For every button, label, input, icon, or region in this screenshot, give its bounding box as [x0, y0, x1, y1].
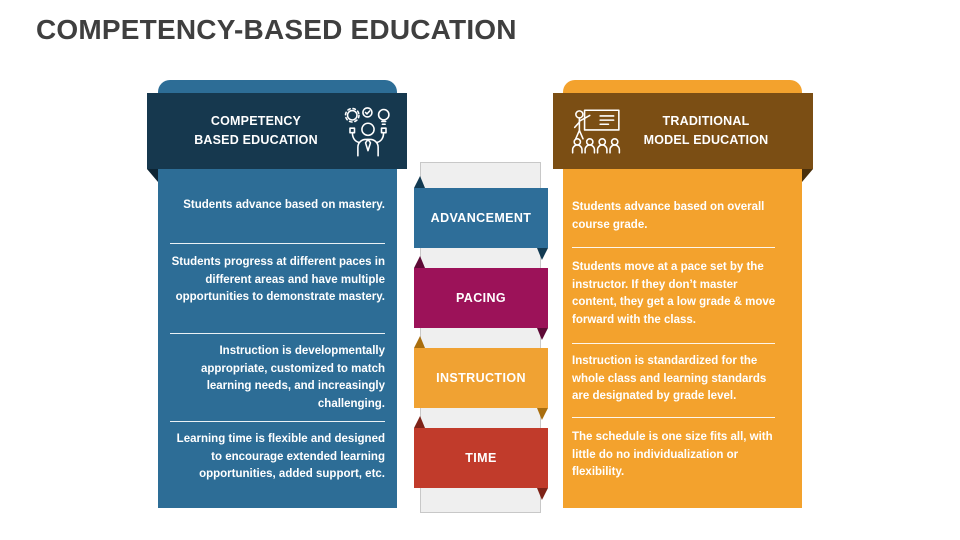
cbe-header-title	[171, 112, 341, 151]
traditional-time-text: The schedule is one size fits all, with little do no individualization or flexibility.	[572, 431, 773, 478]
ribbon-pacing	[414, 268, 548, 328]
ribbon-instruction	[414, 348, 548, 408]
ribbon-time-label: TIME	[465, 451, 497, 465]
divider	[572, 247, 775, 248]
cbe-header-fold	[147, 169, 158, 182]
cbe-header-line1: COMPETENCY	[210, 113, 302, 128]
cbe-pacing-text: Students progress at different paces in different areas and have multiple opportunities to demonstrate mastery.	[171, 256, 385, 303]
traditional-header-title	[623, 112, 789, 151]
divider	[170, 333, 385, 334]
divider	[572, 343, 775, 344]
traditional-pacing-text: Students move at a pace set by the instructor. If they don’t master content, they get a low grade & move forward with the class.	[572, 261, 776, 326]
ribbon-time	[414, 428, 548, 488]
divider	[572, 417, 775, 418]
divider	[170, 421, 385, 422]
cbe-header-line2: BASED EDUCATION	[194, 133, 318, 147]
traditional-header-fold	[802, 169, 813, 182]
ribbon-instruction-label: INSTRUCTION	[436, 371, 526, 385]
cbe-instruction-text: Instruction is developmentally appropriate, customized to match learning needs, and increasingly challenging.	[200, 345, 385, 410]
teacher-classroom-icon	[569, 104, 623, 158]
traditional-header-line1: TRADITIONAL	[662, 113, 750, 128]
cbe-time-text: Learning time is flexible and designed to encourage extended learning opportunities, added support, etc.	[176, 433, 385, 480]
traditional-instruction-text: Instruction is standardized for the whole class and learning standards are designated by grade level.	[572, 355, 767, 402]
traditional-header-banner	[553, 93, 813, 169]
person-ideas-icon	[341, 104, 395, 158]
traditional-header-line2: MODEL EDUCATION	[643, 133, 769, 147]
slide-title: COMPETENCY-BASED EDUCATION	[36, 14, 517, 45]
ribbon-advancement	[414, 188, 548, 248]
traditional-advancement-text: Students advance based on overall course grade.	[572, 201, 765, 231]
ribbon-advancement-label: ADVANCEMENT	[430, 211, 532, 225]
cbe-advancement-text: Students advance based on mastery.	[183, 199, 385, 211]
cbe-header-banner	[147, 93, 407, 169]
ribbon-pacing-label: PACING	[455, 291, 507, 305]
divider	[170, 243, 385, 244]
